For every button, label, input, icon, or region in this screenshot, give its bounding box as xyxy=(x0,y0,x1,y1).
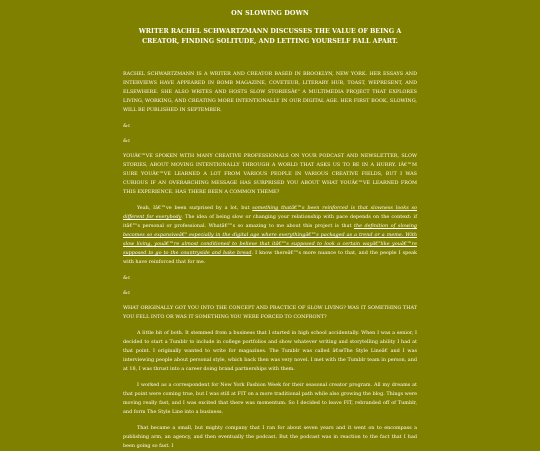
answer-1 xyxy=(123,204,417,267)
answer-1-text: . The idea of being slow or changing your relationship with pace depends on the context: if itâ€™s personal or professional. Whatâ€™s so amazing to me about this project is that xyxy=(123,214,417,229)
answer-1-text: Yeah, Iâ€™ve been surprised by a lot, but xyxy=(137,205,253,211)
author-intro: RACHEL SCHWARTZMANN IS A WRITER AND CREATOR BASED IN BROOKLYN, NEW YORK. HER ESSAYS AND INTERVIEWS HAVE APPEARED IN BOMB MAGAZINE, COVETEUR, LITERARY HUB, TOAST, WEPRESENT, AND ELSEWHERE. SHE ALSO WRITES AND HOSTS SLOW STORIESÂ€" A MULTIMEDIA PROJECT THAT EXPLORES LIVING, WORKING, AND CREATING MORE INTENTIONALLY IN OUR DIGITAL AGE. HER FIRST BOOK, SLOWING, WILL BE PUBLISHED IN SEPTEMBER. xyxy=(123,71,417,113)
section-mark: &c xyxy=(123,275,131,281)
answer-1-text: . I know thereâ€™s more nuance to that, and the people I speak with have reinforced that for me. xyxy=(123,250,417,265)
answer-2-paragraph: That became a small, but mighty company that I ran for about seven years and it went on to encompass a publishing arm, an agency, and then eventually the podcast. But the podcast was in reaction to the fact that I had been going so fast. I xyxy=(123,425,417,449)
answer-2-paragraph: I worked as a correspondent for New York Fashion Week for their seasonal creator program. All my dreams at that point were coming true, but I was still at FIT on a more traditional path while also growing the blog. Things were moving really fast, and I was excited that there was momentum. So I decided to leave FIT, rebranded off of Tumblr, and form The Style Line into a business. xyxy=(123,382,417,415)
answer-2-paragraph: A little bit of both. It stemmed from a business that I started in high school accidentally. When I was a senior, I decided to start a Tumblr to include in college portfolios and show whatever writing and storytelling ability I had at that point. I originally wanted to write for magazines. The Tumblr was called â€œThe Style Lineâ€ and I was interviewing people about personal style, which back then was very novel. I met with the Tumblr team in person, and at 18, I was thrust into a career doing brand partnerships with them. xyxy=(123,330,417,372)
section-mark: &c xyxy=(123,138,131,144)
answer-1-highlight: something thatâ€™s been reinforced is that slowness looks so different for everybody xyxy=(123,205,417,220)
section-mark: &c xyxy=(123,123,131,129)
article-page xyxy=(0,9,540,449)
question-2: WHAT ORIGINALLY GOT YOU INTO THE CONCEPT AND PRACTICE OF SLOW LIVING? WAS IT SOMETHING THAT YOU FELL INTO OR WAS IT SOMETHING YOU WERE FORCED TO CONFRONT? xyxy=(123,305,417,320)
article-subtitle: WRITER RACHEL SCHWARTZMANN DISCUSSES THE VALUE OF BEING A CREATOR, FINDING SOLITUDE, AND LETTING YOURSELF FALL APART. xyxy=(138,28,402,45)
article-title: ON SLOWING DOWN xyxy=(231,9,309,17)
answer-1-highlight: the definition of slowing becomes so expansiveâ€" especially in the digital age where everythingâ€™s packaged as a trend or a meme. With slow living, youâ€™re almost conditioned to believe that itâ€™s supposed to look a certain wayâ€"like youâ€™re supposed to go to the countryside and bake bread xyxy=(123,223,417,256)
section-mark: &c xyxy=(123,290,131,296)
question-1: YOUÂ€™VE SPOKEN WITH MANY CREATIVE PROFESSIONALS ON YOUR PODCAST AND NEWSLETTER, SLOW STORIES, ABOUT MOVING INTENTIONALLY THROUGH A WORLD THAT ASKS US TO BE IN A HURRY. IÂ€™M SURE YOUÂ€™VE LEARNED A LOT FROM VARIOUS PEOPLE IN VARIOUS CREATIVE FIELDS, BUT I WAS CURIOUS IF AN OVERARCHING MESSAGE HAS SURPRISED YOU ABOUT WHAT YOUÂ€™VE LEARNED FROM THIS EXPERIENCE. HAS THERE BEEN A COMMON THEME? xyxy=(123,153,417,195)
